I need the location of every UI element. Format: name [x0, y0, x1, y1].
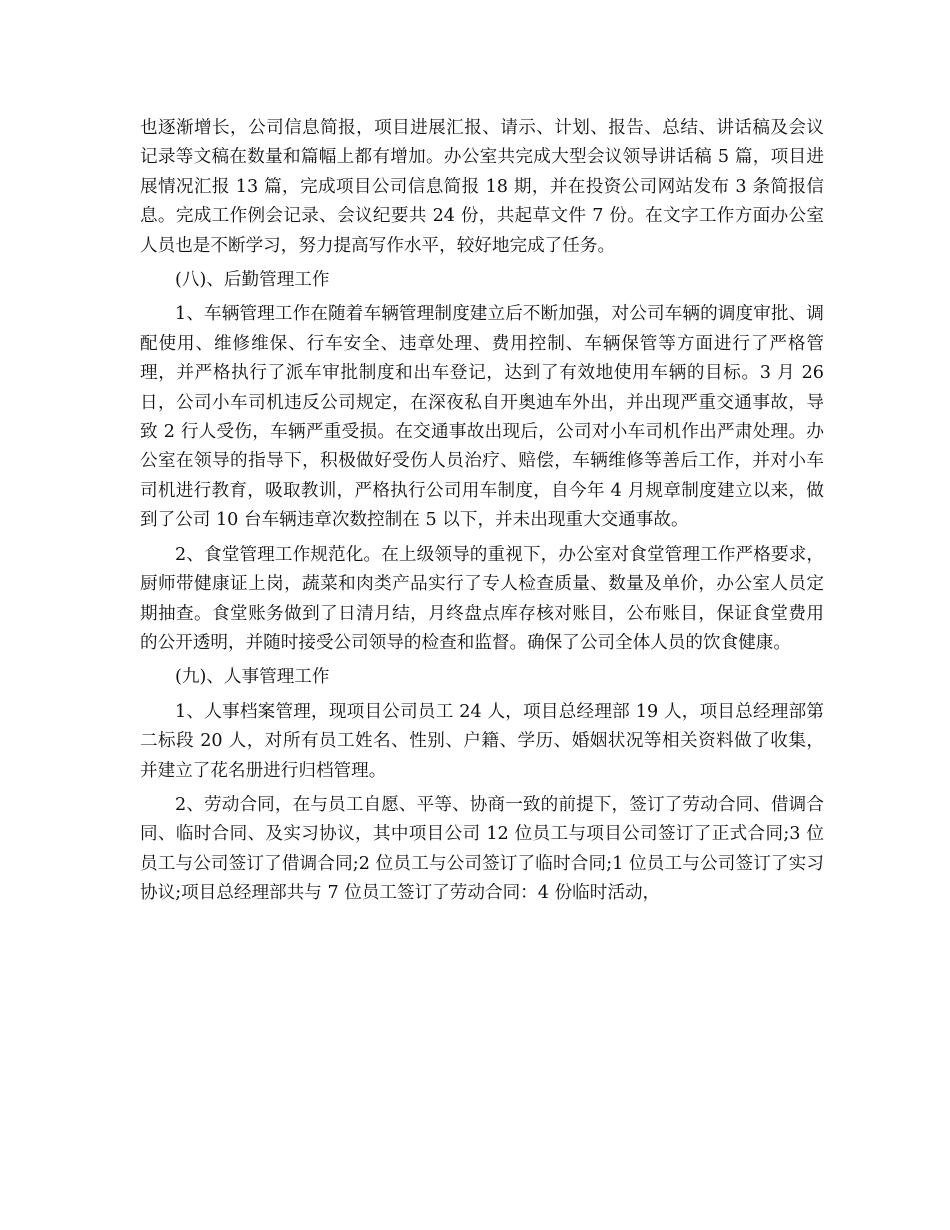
- section-heading-personnel: (九)、人事管理工作: [175, 667, 330, 688]
- paragraph-personnel-files: 1、人事档案管理，现项目公司员工 24 人，项目总经理部 19 人，项目总经理部第二标段 20 人，对所有员工姓名、性别、户籍、学历、婚姻状况等相关资料做了收集，并建立了花名册进行归档管理。: [140, 701, 824, 781]
- paragraph-labor-contracts: 2、劳动合同，在与员工自愿、平等、协商一致的前提下，签订了劳动合同、借调合同、临时合同、及实习协议，其中项目公司 12 位员工与项目公司签订了正式合同;3 位员工与公司签订了借调合同;2 位员工与公司签订了临时合同;1 位员工与公司签订了实习协议;项目总经理部共与 7 位员工签订了劳动合同：4 份临时活动，: [140, 794, 824, 904]
- paragraph-vehicle-management: 1、车辆管理工作在随着车辆管理制度建立后不断加强，对公司车辆的调度审批、调配使用、维修维保、行车安全、违章处理、费用控制、车辆保管等方面进行了严格管理，并严格执行了派车审批制度和出车登记，达到了有效地使用车辆的目标。3 月 26 日，公司小车司机违反公司规定，在深夜私自开奥迪车外出，并出现严重交通事故，导致 2 行人受伤，车辆严重受损。在交通事故出现后，公司对小车司机作出严肃处理。办公室在领导的指导下，积极做好受伤人员治疗、赔偿，车辆维修等善后工作，并对小车司机进行教育，吸取教训，严格执行公司用车制度，自今年 4 月规章制度建立以来，做到了公司 10 台车辆违章次数控制在 5 以下，并未出现重大交通事故。: [140, 304, 824, 531]
- document-page: [140, 114, 824, 914]
- paragraph-canteen-management: 2、食堂管理工作规范化。在上级领导的重视下，办公室对食堂管理工作严格要求，厨师带健康证上岗，蔬菜和肉类产品实行了专人检查质量、数量及单价，办公室人员定期抽查。食堂账务做到了日清月结，月终盘点库存核对账目，公布账目，保证食堂费用的公开透明，并随时接受公司领导的检查和监督。确保了公司全体人员的饮食健康。: [140, 544, 824, 653]
- section-heading-logistics: (八)、后勤管理工作: [175, 270, 330, 291]
- paragraph-writing-work: 也逐渐增长，公司信息简报，项目进展汇报、请示、计划、报告、总结、讲话稿及会议记录等文稿在数量和篇幅上都有增加。办公室共完成大型会议领导讲话稿 5 篇，项目进展情况汇报 13 篇，完成项目公司信息简报 18 期，并在投资公司网站发布 3 条简报信息。完成工作例会记录、会议纪要共 24 份，共起草文件 7 份。在文字工作方面办公室人员也是不断学习，努力提高写作水平，较好地完成了任务。: [140, 118, 824, 256]
